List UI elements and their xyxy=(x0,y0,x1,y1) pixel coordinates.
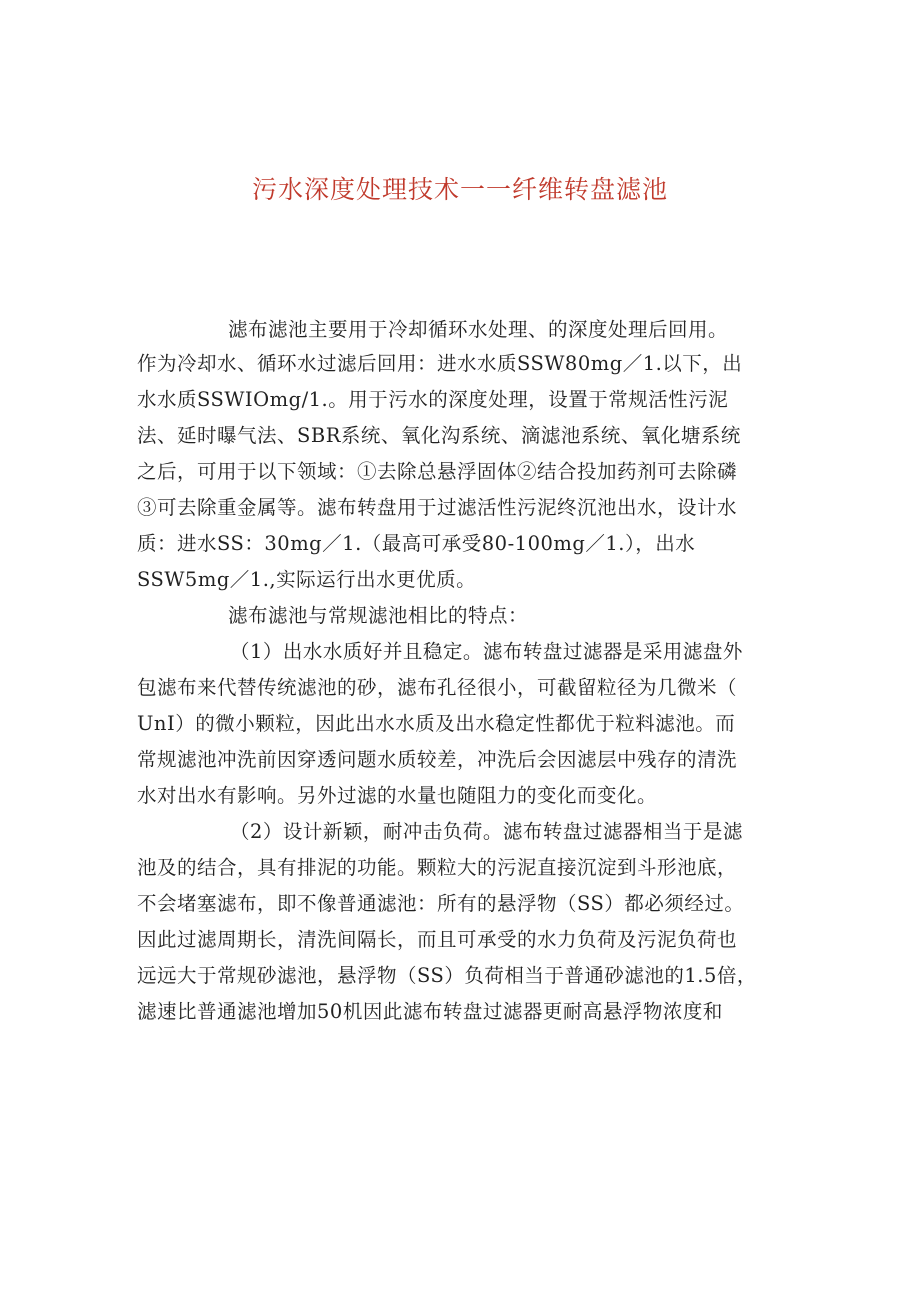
paragraph-line: 水水质SSWIOmg/1.。用于污水的深度处理，设置于常规活性污泥 xyxy=(137,388,729,411)
paragraph-line: （2）设计新颖，耐冲击负荷。滤布转盘过滤器相当于是滤 xyxy=(230,820,743,843)
paragraph-line: 之后，可用于以下领域：①去除总悬浮固体②结合投加药剂可去除磷 xyxy=(137,460,738,483)
paragraph-line: 法、延时曝气法、SBR系统、氧化沟系统、滴滤池系统、氧化塘系统 xyxy=(137,424,741,447)
paragraph-line: 滤速比普通滤池增加50机因此滤布转盘过滤器更耐高悬浮物浓度和 xyxy=(137,1000,723,1023)
paragraph-line: 作为冷却水、循环水过滤后回用：进水水质SSW80mg／1.以下，出 xyxy=(137,352,743,375)
paragraph-line: 水对出水有影响。另外过滤的水量也随阻力的变化而变化。 xyxy=(137,784,658,807)
paragraph-line: 远远大于常规砂滤池，悬浮物（SS）负荷相当于普通砂滤池的1.5倍， xyxy=(137,964,757,987)
paragraph-line: 常规滤池冲洗前因穿透问题水质较差，冲洗后会因滤层中残存的清洗 xyxy=(137,748,738,771)
paragraph-line: ③可去除重金属等。滤布转盘用于过滤活性污泥终沉池出水，设计水 xyxy=(137,496,738,519)
paragraph-line: SSW5mg／1.,实际运行出水更优质。 xyxy=(137,568,477,591)
paragraph-line: 滤布滤池主要用于冷却循环水处理、的深度处理后回用。 xyxy=(228,318,729,341)
paragraph-line: UnI）的微小颗粒，因此出水水质及出水稳定性都优于粒料滤池。而 xyxy=(137,712,736,735)
paragraph-line: 不会堵塞滤布，即不像普通滤池：所有的悬浮物（SS）都必须经过。 xyxy=(137,892,745,915)
document-title: 污水深度处理技术一一纤维转盘滤池 xyxy=(251,175,668,204)
paragraph-line: 因此过滤周期长，清洗间隔长，而且可承受的水力负荷及污泥负荷也 xyxy=(137,928,738,951)
paragraph-line: 池及的结合，具有排泥的功能。颗粒大的污泥直接沉淀到斗形池底， xyxy=(137,856,738,879)
paragraph-line: 质：进水SS：30mg／1.（最高可承受80-100mg／1.），出水 xyxy=(137,532,696,555)
paragraph-line: （1）出水水质好并且稳定。滤布转盘过滤器是采用滤盘外 xyxy=(230,640,743,663)
section-heading: 滤布滤池与常规滤池相比的特点： xyxy=(228,604,529,627)
paragraph-line: 包滤布来代替传统滤池的砂，滤布孔径很小，可截留粒径为几微米（ xyxy=(137,676,738,699)
